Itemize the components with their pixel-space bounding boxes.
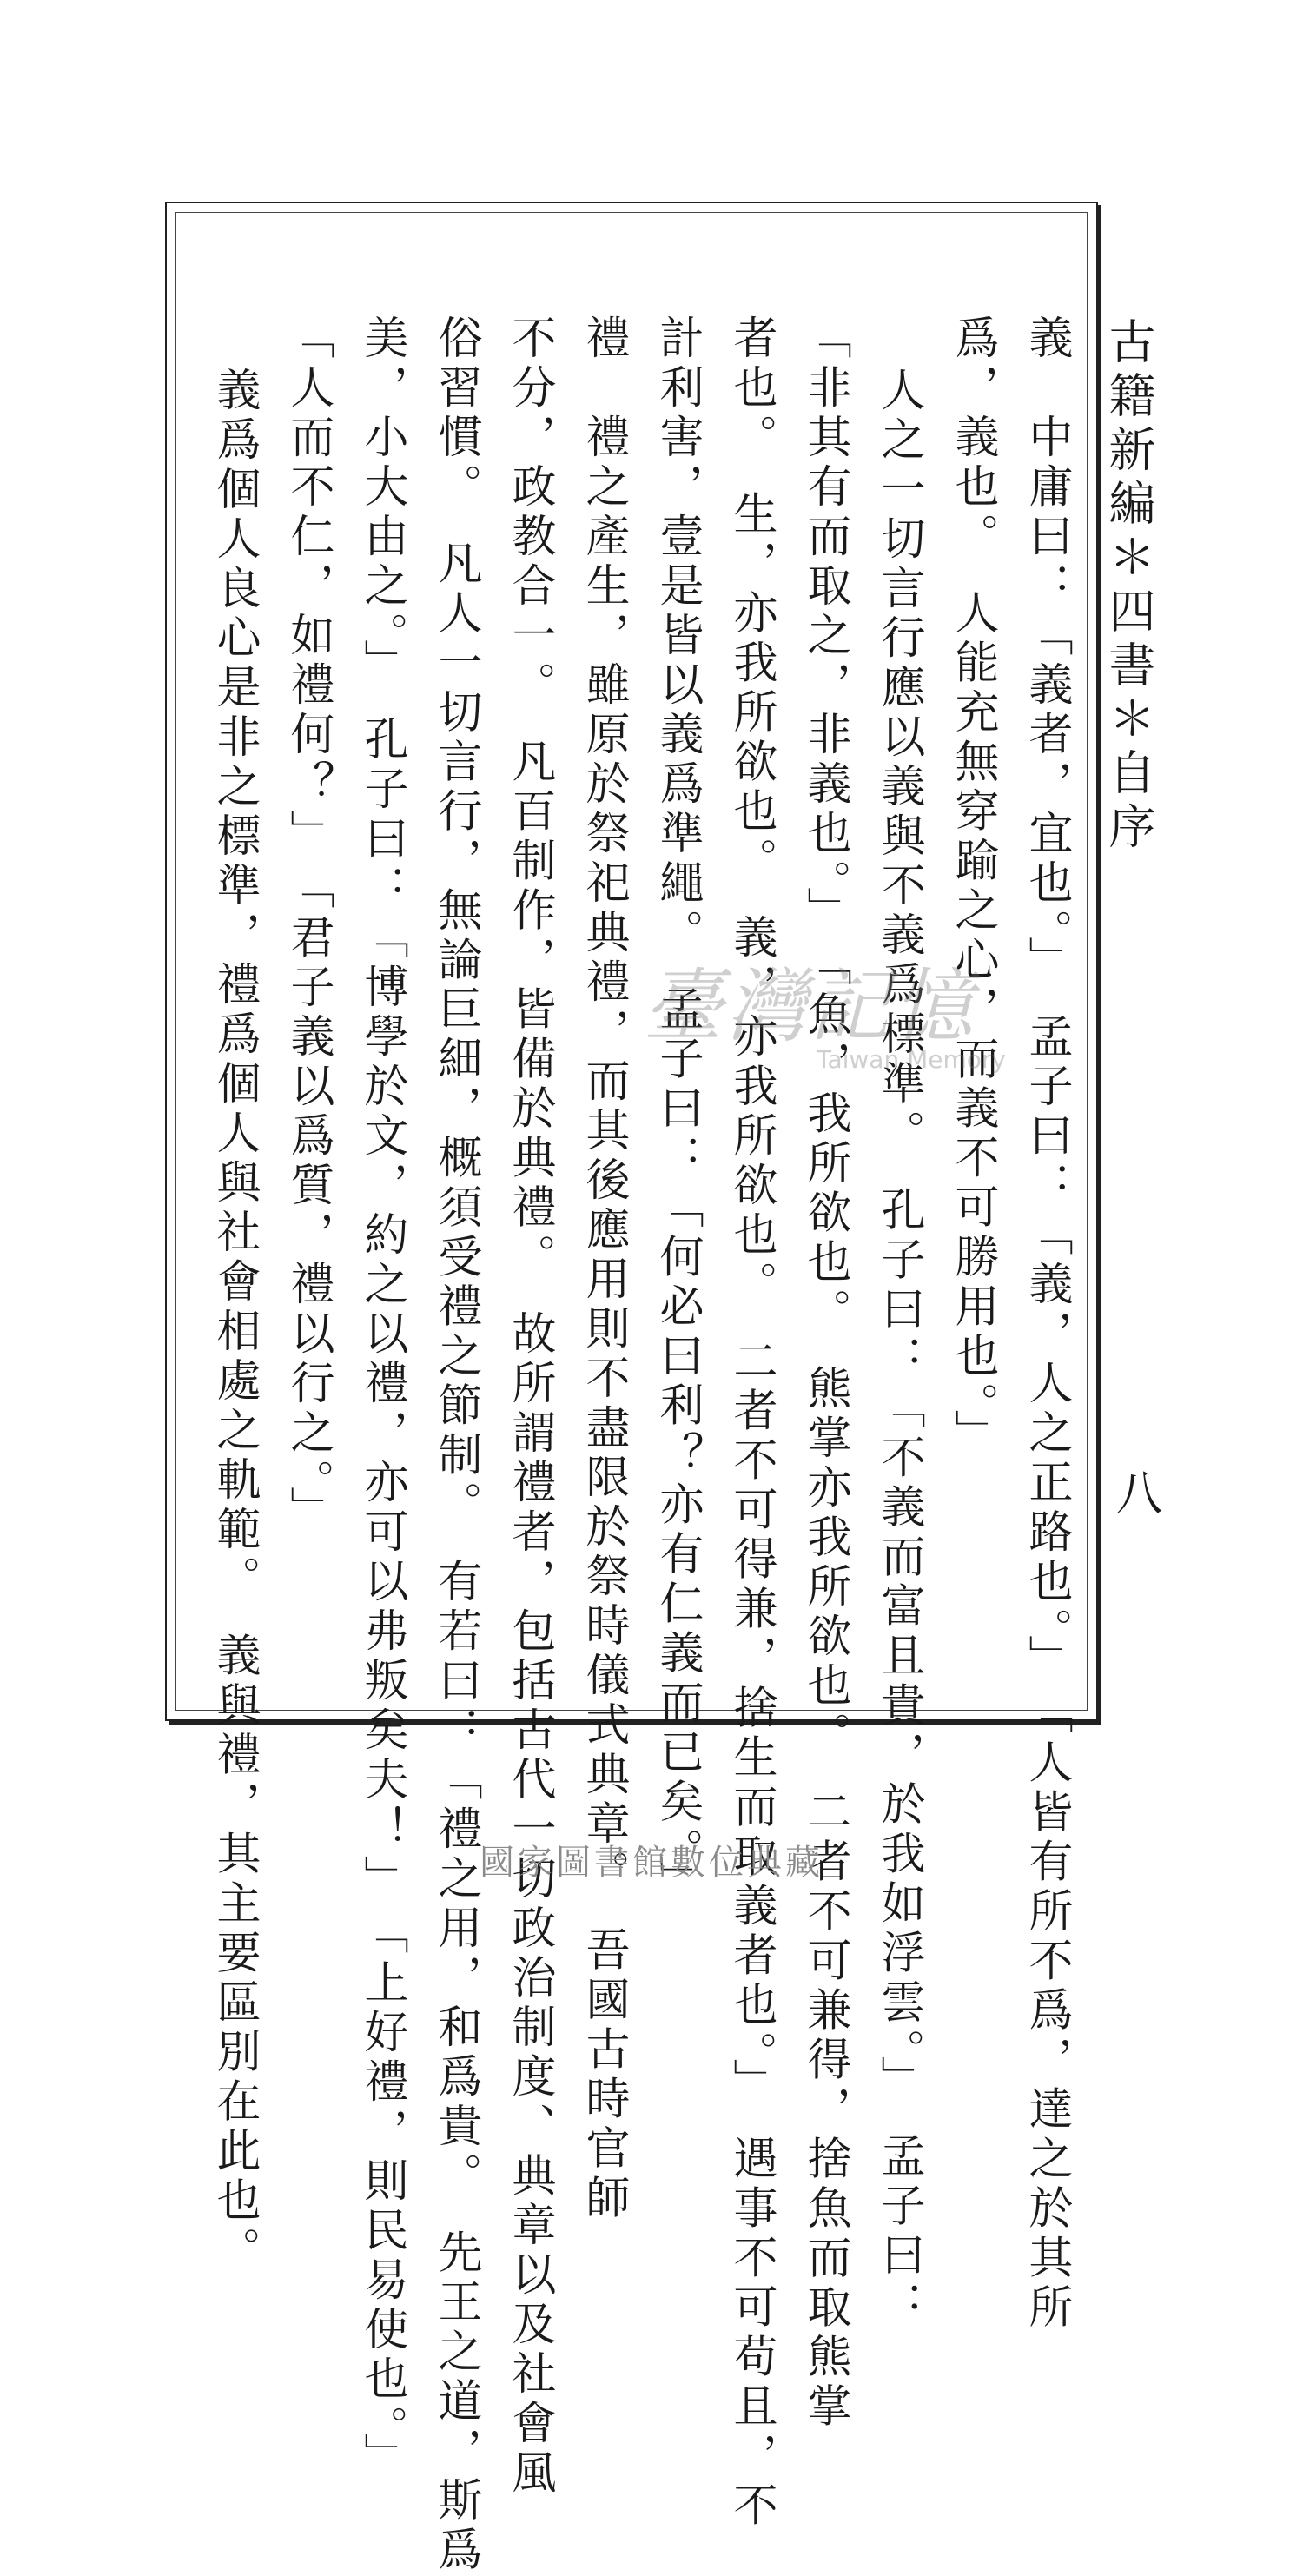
page-number: 八: [1108, 1468, 1163, 1515]
text-column-3: 人之一切言行應以義與不義爲標準。 孔子曰：「不義而富且貴，於我如浮雲。」 孟子曰：: [873, 367, 924, 2331]
text-column-6: 計利害，壹是皆以義爲準繩。 孟子曰：「何必曰利？亦有仁義而已矣。」: [652, 315, 703, 1904]
text-column-7: 禮 禮之產生，雖原於祭祀典禮，而其後應用則不盡限於祭時儀式典章。 吾國古時官師: [578, 315, 629, 2224]
text-column-10: 美，小大由之。」 孔子曰：「博學於文，約之以禮，亦可以弗叛矣夫！」 「上好禮，則民易使也。」: [356, 315, 407, 2482]
taiwan-memory-watermark: [643, 943, 1060, 1082]
text-column-11: 「人而不仁，如禮何？」 「君子義以爲質，禮以行之。」: [282, 315, 334, 1536]
text-column-2: 爲，義也。 人能充無穿踰之心，而義不可勝用也。」: [947, 315, 998, 1459]
text-column-5: 者也。 生，亦我所欲也。 義，亦我所欲也。 二者不可得兼，捨生而取義者也。」 遇事不可苟且，不: [725, 315, 777, 2532]
watermark-english-text: Taiwan Memory: [817, 1045, 1006, 1074]
text-column-1: 義 中庸曰：「義者，宜也。」 孟子曰：「義，人之正路也。」 「人皆有所不爲，達之於其所: [1021, 315, 1072, 2334]
watermark-chinese-text: 臺灣記憶: [643, 960, 977, 1053]
text-column-9: 俗習慣。 凡人一切言行，無論巨細，概須受禮之節制。 有若曰：「禮之用，和爲貴。 先王之道，斯爲: [430, 315, 481, 2576]
text-column-4: 「非其有而取之，非義也。」 「魚，我所欲也。 熊掌亦我所欲也。 二者不可兼得，捨魚而取熊掌: [799, 315, 850, 2433]
text-column-12: 義爲個人良心是非之標準，禮爲個人與社會相處之軌範。 義與禮，其主要區別在此也。: [208, 367, 260, 2276]
running-header: 古籍新編＊四書＊自序: [1101, 317, 1156, 856]
text-column-8: 不分，政教合一。 凡百制作，皆備於典禮。 故所謂禮者，包括古代一切政治制度、典章以及社會風: [504, 315, 555, 2499]
footer-caption: 國家圖書館數位典藏: [480, 1843, 823, 1883]
